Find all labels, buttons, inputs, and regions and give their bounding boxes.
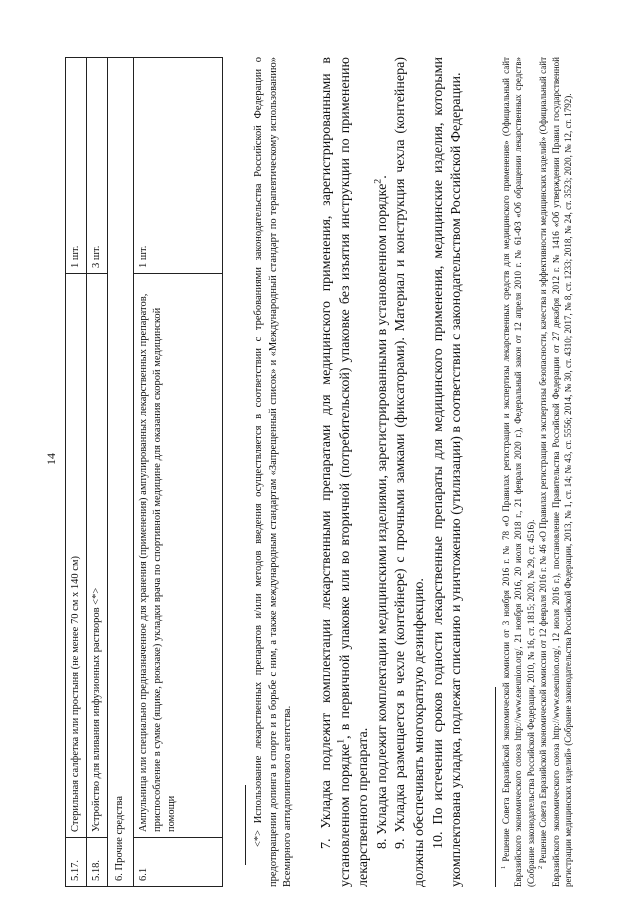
paragraph-7: [318, 57, 374, 887]
paragraph-7-text-cont: , в первичной упаковке или во вторичной (потребительской) упаковке без изъятия инструкции по применению лекарственного препарата.: [337, 57, 372, 887]
footnote-ref-1: 1: [334, 738, 346, 744]
table-note: <*> Использование лекарственных препаратов и/или методов введения осуществляется в соответствии с требованиями законодательства Российской Федерации о предотвращении допинга в спорте и в борьбе с ним, а также международным стандартам «Запрещенный список» и «Международный стандарт по терапевтическому использованию» Всемирного антидопингового агентства.: [253, 57, 294, 887]
table-row: [133, 58, 222, 887]
row-quantity: 1 шт.: [66, 58, 87, 274]
row-quantity: 3 шт.: [87, 58, 108, 274]
row-quantity: 1 шт.: [133, 58, 222, 274]
paragraph-9: 9. Укладка размещается в чехле (контейнере) с прочными замками (фиксаторами). Материал и конструкция чехла (контейнера) должны обеспечивать многократную дезинфекцию.: [393, 57, 428, 887]
page-number: 14: [44, 453, 58, 465]
section-row: [108, 58, 133, 887]
row-name: Устройство для вливания инфузионных растворов <*>: [87, 274, 108, 838]
row-number: 5.17.: [66, 838, 87, 887]
footnote-separator: [495, 687, 496, 887]
footnote-ref-2: 2: [372, 178, 384, 184]
paragraph-7-text: 7. Укладка подлежит комплектации лекарственными препаратами для медицинского применения, зарегистрированными в установленном порядке: [319, 57, 353, 887]
footnote-2: [537, 57, 574, 887]
footnote-2-text: Решение Совета Евразийской экономической комиссии от 12 февраля 2016 г. № 46 «О Правилах регистрации и экспертизы безопасности, качества и эффективности медицинских изделий» (Официальный сайт Евразийского экономического союза http://www.eaeunion.org/, 12 июля 2016 г.), постановление Правительства Российской Федерации от 27 декабря 2012 г. № 1416 «Об утверждении Правил государственной регистрации медицинских изделий» (Собрание законодательства Российской Федерации, 2013, № 1, ст. 14; № 43, ст. 5556; 2014, № 30, ст. 4310; 2017, № 8, ст. 1233; 2018, № 24, ст. 3523; 2020, № 12, ст. 1792).: [538, 57, 574, 887]
footnote-mark-2: 2: [537, 865, 545, 869]
section-title: 6. Прочие средства: [108, 58, 133, 887]
footnote-mark-1: 1: [500, 865, 507, 869]
items-table: [65, 57, 223, 887]
row-number: 5.18.: [87, 838, 108, 887]
footnote-1: [500, 57, 537, 887]
footnotes: [500, 57, 574, 887]
table-row: [66, 58, 87, 887]
row-number: 6.1: [133, 838, 222, 887]
body-text: [318, 57, 467, 887]
table-row: [87, 58, 108, 887]
paragraph-8-text: 8. Укладка подлежит комплектации медицинскими изделиями, зарегистрированными в установленном порядке: [374, 183, 390, 849]
row-name: Ампульница или специально предназначенное для хранения (применения) ампулированных лекарственных препаратов, приспособление в сумке (ящике, рюкзаке) укладки врача по спортивной медицине для оказания скорой медицинской помощи: [133, 274, 222, 838]
footnote-1-text: Решение Совета Евразийской экономической комиссии от 3 ноября 2016 г. № 78 «О Правилах регистрации и экспертизы лекарственных средств для медицинского применения» (Официальный сайт Евразийского экономического союза http://www.eaeunion.org/, 21 ноября 2016, 20 июля 2018 г., 21 февраля 2020 г.), Федеральный закон от 12 апреля 2010 г. № 61-ФЗ «Об обращении лекарственных средств» (Собрание законодательства Российской Федерации, 2010, № 16, ст. 1815; 2020, № 29, ст. 4516).: [501, 57, 536, 887]
note-separator: [245, 785, 246, 865]
row-name: Стерильная салфетка или простыня (не менее 70 см х 140 см): [66, 274, 87, 838]
paragraph-8-text-cont: .: [374, 175, 390, 179]
paragraph-10: 10. По истечении сроков годности лекарственные препараты для медицинского применения, медицинские изделия, которыми укомплектована укладка, подлежат списанию и уничтожению (утилизации) в соответствии с законодательством Российской Федерации.: [430, 57, 465, 887]
paragraph-8: [374, 57, 393, 887]
